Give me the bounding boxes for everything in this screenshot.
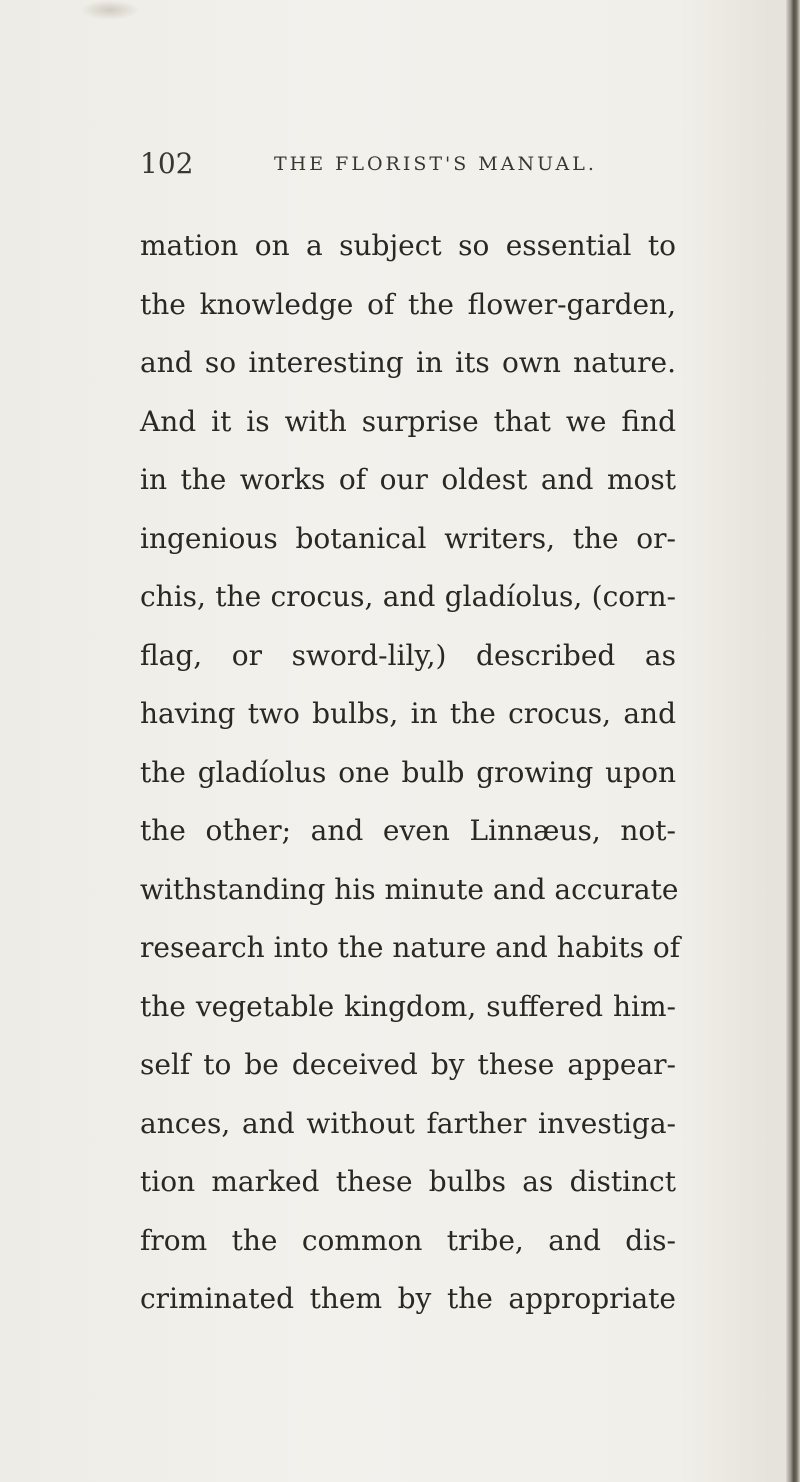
text-line: research into the nature and habits of [140, 931, 681, 964]
text-line: withstanding his minute and accurate [140, 872, 679, 906]
text-line: tion marked these bulbs as distinct [140, 1165, 676, 1198]
text-line: the gladíolus one bulb growing upon [140, 755, 676, 789]
body-text [140, 217, 760, 1329]
text-line: chis, the crocus, and gladíolus, (corn- [140, 580, 676, 613]
text-line: mation on a subject so essential to [140, 229, 676, 262]
text-line: and so interesting in its own nature. [140, 346, 676, 379]
running-head [140, 147, 740, 197]
text-line: the other; and even Linnæus, not- [140, 814, 676, 847]
text-line: self to be deceived by these appear- [140, 1048, 676, 1081]
paper-stain [80, 0, 140, 20]
page-edge-shadow [786, 0, 800, 1482]
page-number: 102 [140, 147, 194, 180]
text-line: in the works of our oldest and most [140, 463, 676, 496]
text-line: flag, or sword-lily,) described as [140, 638, 676, 672]
text-line: criminated them by the appropriate [140, 1282, 676, 1315]
text-line: from the common tribe, and dis- [140, 1223, 676, 1257]
text-line: And it is with surprise that we find [140, 404, 676, 438]
text-line: the vegetable kingdom, suffered him- [140, 989, 676, 1023]
text-line: ingenious botanical writers, the or- [140, 521, 676, 555]
text-line: ances, and without farther investiga- [140, 1106, 676, 1140]
text-line: the knowledge of the flower-garden, [140, 287, 676, 321]
running-title: THE FLORIST'S MANUAL. [274, 153, 597, 175]
text-line: having two bulbs, in the crocus, and [140, 697, 676, 730]
